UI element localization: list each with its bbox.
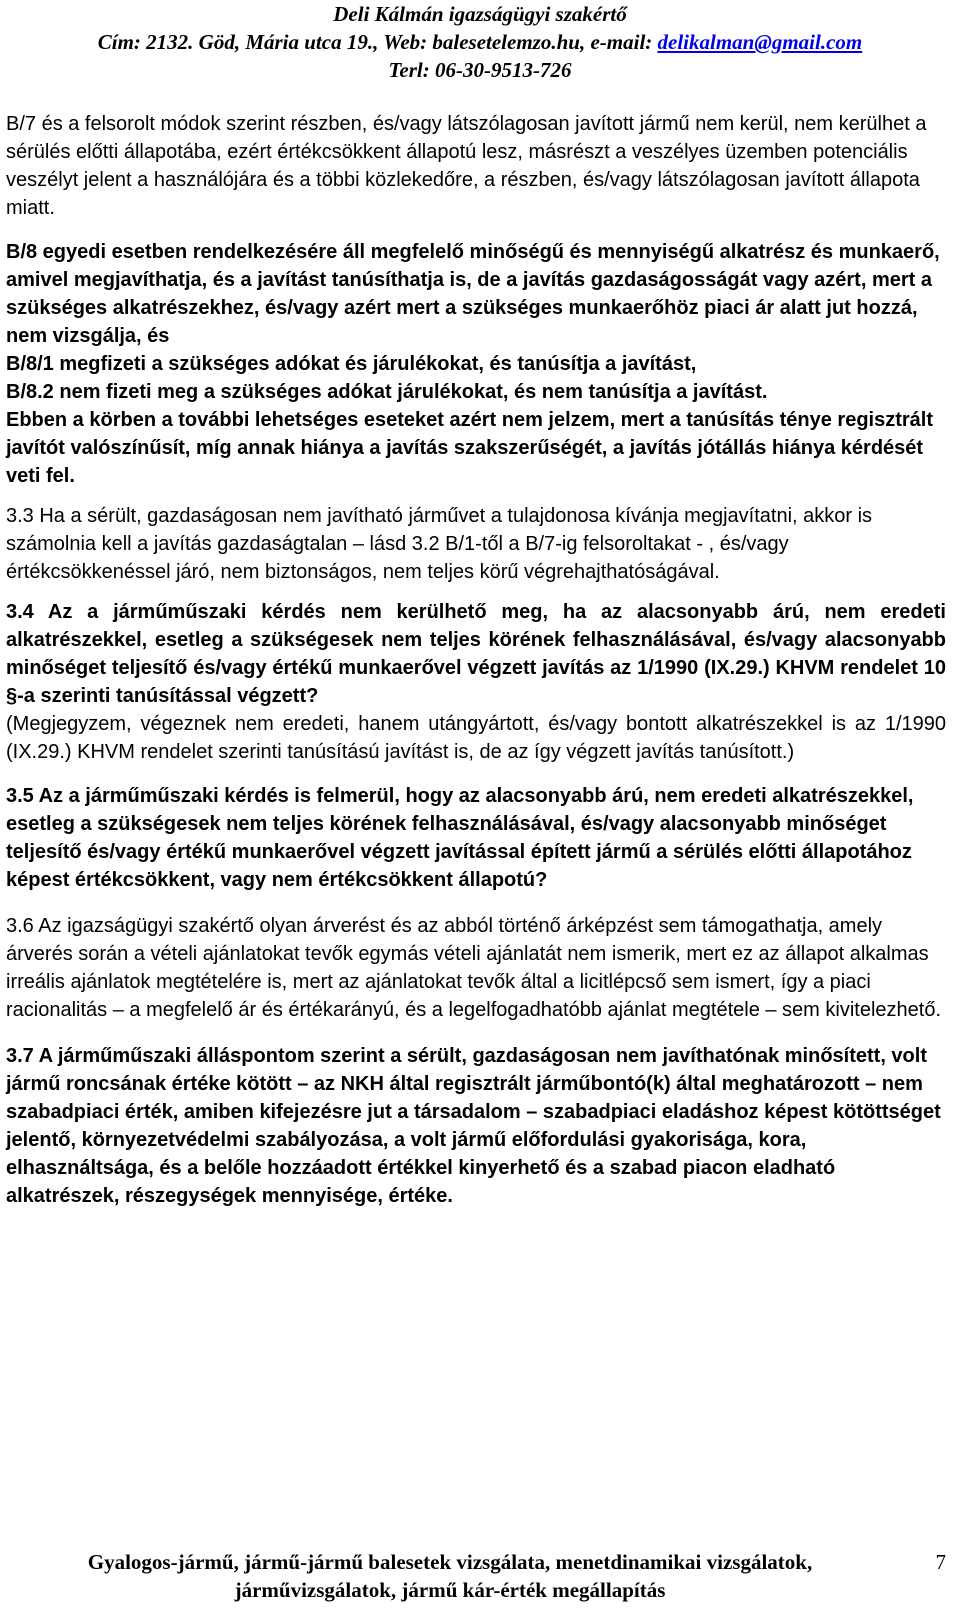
paragraph-b8: B/8 egyedi esetben rendelkezésére áll megfelelő minőségű és mennyiségű alkatrész és munkaerő, amivel megjavíthatja, és a javítást tanúsíthatja is, de a javítás gazdaságosságát vagy azért, mert a szükséges alkatrészekhez, és/vagy azért mert a szükséges munkaerőhöz piaci ár alatt jut hozzá, nem vizsgálja, és	[6, 241, 940, 347]
page-number: 7	[935, 1550, 946, 1574]
paragraph-3-5: 3.5 Az a járműműszaki kérdés is felmerül, hogy az alacsonyabb árú, nem eredeti alkatrészekkel, esetleg a szükségesek nem teljes körének felhasználásával, és/vagy alacsonyabb minőséget teljesítő és/vagy értékű munkaerővel végzett javítással épített jármű a sérülés előtti állapotához képest értékcsökkent, vagy nem értékcsökkent állapotú?	[6, 785, 914, 891]
paragraph-ebben: Ebben a körben a további lehetséges eseteket azért nem jelzem, mert a tanúsítás ténye regisztrált javítót valószínűsít, míg annak hiánya a javítás szakszerűségét, a javítás jótállás hiánya kérdését veti fel.	[6, 409, 934, 487]
email-link[interactable]: delikalman@gmail.com	[657, 30, 863, 54]
expert-name: Deli Kálmán igazságügyi szakértő	[333, 2, 627, 26]
letterhead	[0, 0, 960, 84]
footer-line-2: járművizsgálatok, jármű kár-érték megállapítás	[234, 1578, 666, 1602]
paragraph-3-6: 3.6 Az igazságügyi szakértő olyan árverést és az abból történő árképzést sem támogathatja, amely árverés során a vételi ajánlatokat tevők egymás vételi ajánlatát nem ismerik, mert ez az állapot alkalmas irreális ajánlatok megtételére is, mert az ajánlatokat tevők által a licitlépcső sem ismert, így a piaci racionalitás – a megfelelő ár és értékarányú, és a legelfogadhatóbb ajánlat megtétele – sem kivitelezhető.	[6, 915, 942, 1021]
paragraph-3-3: 3.3 Ha a sérült, gazdaságosan nem javítható járművet a tulajdonosa kívánja megjavítatni, akkor is számolnia kell a javítás gazdaságtalan – lásd 3.2 B/1-től a B/7-ig felsoroltakat - , és/vagy értékcsökkenéssel járó, nem biztonságos, nem teljes körű végrehajthatóságával.	[6, 505, 873, 583]
paragraph-3-4: 3.4 Az a járműműszaki kérdés nem kerülhető meg, ha az alacsonyabb árú, nem eredeti alkatrészekkel, esetleg a szükségesek nem teljes körének felhasználásával, és/vagy alacsonyabb minőséget teljesítő és/vagy értékű munkaerővel végzett javítás az 1/1990 (IX.29.) KHVM rendelet 10 §-a szerinti tanúsítással végzett?	[6, 601, 946, 707]
phone-line: Terl: 06-30-9513-726	[388, 58, 572, 82]
paragraph-b7: B/7 és a felsorolt módok szerint részben, és/vagy látszólagosan javított jármű nem kerül, nem kerülhet a sérülés előtti állapotába, ezért értékcsökkent állapotú lesz, másrészt a veszélyes üzemben potenciális veszélyt jelent a használójára és a többi közlekedőre, a részben, és/vagy látszólagosan javított állapota miatt.	[6, 113, 927, 219]
paragraph-3-7: 3.7 A járműműszaki álláspontom szerint a sérült, gazdaságosan nem javíthatónak minősített, volt jármű roncsának értéke kötött – az NKH által regisztrált járműbontó(k) által meghatározott – nem szabadpiaci érték, amiben kifejezésre jut a társadalom – szabadpiaci eladáshoz képest kötöttséget jelentő, környezetvédelmi szabályozása, a volt jármű előfordulási gyakorisága, kora, elhasználtsága, és a belőle hozzáadott értékkel kinyerhető és a szabad piacon eladható alkatrészek, részegységek mennyisége, értéke.	[6, 1045, 941, 1207]
paragraph-b8-1: B/8/1 megfizeti a szükséges adókat és járulékokat, és tanúsítja a javítást,	[6, 353, 697, 375]
contact-line	[0, 28, 960, 56]
address-web: Cím: 2132. Göd, Mária utca 19., Web: balesetelemzo.hu, e-mail:	[97, 30, 658, 54]
document-body	[6, 110, 946, 1210]
footer-line-1: Gyalogos-jármű, jármű-jármű balesetek vizsgálata, menetdinamikai vizsgálatok,	[87, 1550, 813, 1574]
paragraph-3-4-note: (Megjegyzem, végeznek nem eredeti, hanem utángyártott, és/vagy bontott alkatrészekkel is az 1/1990 (IX.29.) KHVM rendelet szerinti tanúsítású javítást is, de az így végzett javítás tanúsított.)	[6, 713, 946, 763]
paragraph-b8-2: B/8.2 nem fizeti meg a szükséges adókat járulékokat, és nem tanúsítja a javítást.	[6, 381, 768, 403]
